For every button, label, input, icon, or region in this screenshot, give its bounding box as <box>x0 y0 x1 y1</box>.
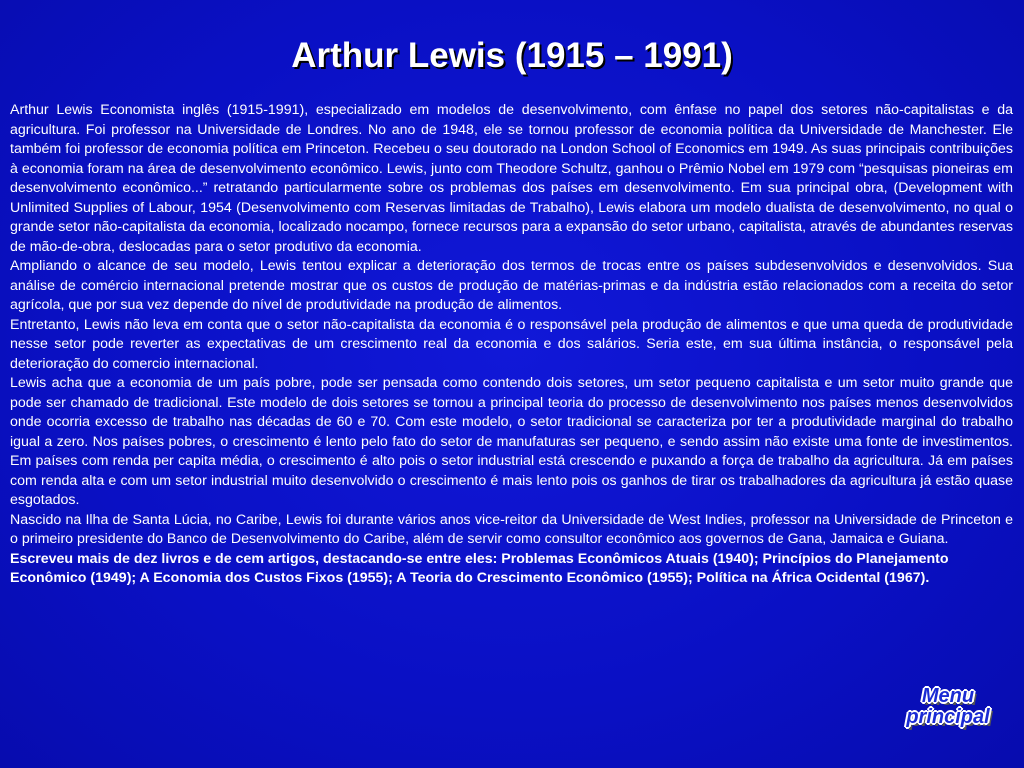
paragraph-dual-sector-model: Lewis acha que a economia de um país pobre, pode ser pensada como contendo dois setores, um setor pequeno capitalista e um setor muito grande que pode ser chamado de tradicional. Este modelo de dois setores se tornou a principal teoria do processo de desenvolvimento nos países menos desenvolvidos onde ocorria excesso de trabalho nas décadas de 60 e 70. Com este modelo, o setor tradicional se caracteriza por ter a produtividade marginal do trabalho igual a zero. Nos países pobres, o crescimento é lento pelo fato do setor de manufaturas ser pequeno, e sendo assim não existe uma fonte de investimentos. Em países com renda per capita média, o crescimento é alto pois o setor industrial está crescendo e puxando a força de trabalho da agricultura. Já em países com renda alta e com um setor industrial muito desenvolvido o crescimento é mais lento pois os ganhos de tirar os trabalhadores da agricultura já estão quase esgotados. <box>10 375 1013 508</box>
paragraph-biography: Arthur Lewis Economista inglês (1915-1991), especializado em modelos de desenvolvimento, com ênfase no papel dos setores não-capitalistas e da agricultura. Foi professor na Universidade de Londres. No ano de 1948, ele se tornou professor de economia política da Universidade de Manchester. Ele também foi professor de economia política em Princeton. Recebeu o seu doutorado na London School of Economics em 1949. As suas principais contribuições à economia foram na área de desenvolvimento econômico. Lewis, junto com Theodore Schultz, ganhou o Prêmio Nobel em 1979 com “pesquisas pioneiras em desenvolvimento econômico...” retratando particularmente sobre os problemas dos países em desenvolvimento. Em sua principal obra, (Development with Unlimited Supplies of Labour, 1954 (Desenvolvimento com Reservas limitadas de Trabalho), Lewis elabora um modelo dualista de desenvolvimento, no qual o grande setor não-capitalista da economia, localizado nocampo, fornece recursos para a expansão do setor urbano, capitalista, através de abundantes reservas de mão-de-obra, deslocadas para o setor produtivo da economia. <box>10 102 1013 255</box>
main-menu-button[interactable] <box>892 686 1004 728</box>
slide-title: Arthur Lewis (1915 – 1991) <box>291 36 733 75</box>
menu-button-line2: principal <box>906 706 990 728</box>
paragraph-critique: Entretanto, Lewis não leva em conta que o setor não-capitalista da economia é o responsável pela produção de alimentos e que uma queda de produtividade nesse setor pode reverter as expectativas de um crescimento real da economia e dos salários. Seria este, em sua última instância, o responsável pela deterioração do comercio internacional. <box>10 316 1013 372</box>
paragraph-trade-terms: Ampliando o alcance de seu modelo, Lewis tentou explicar a deterioração dos termos de trocas entre os países subdesenvolvidos e desenvolvidos. Sua análise de comércio internacional pretende mostrar que os custos de produção de matérias-primas e da indústria estão relacionados com a receita do setor agrícola, que por sua vez depende do nível de produtividade na produção de alimentos. <box>10 258 1013 313</box>
paragraph-publications: Escreveu mais de dez livros e de cem artigos, destacando-se entre eles: Problemas Econômicos Atuais (1940); Princípios do Planejamento Econômico (1949); A Economia dos Custos Fixos (1955); A Teoria do Crescimento Econômico (1955); Política na África Ocidental (1967). <box>10 550 949 586</box>
slide-body-text <box>10 101 1013 589</box>
paragraph-career: Nascido na Ilha de Santa Lúcia, no Caribe, Lewis foi durante vários anos vice-reitor da Universidade de West Indies, professor na Universidade de Princeton e o primeiro presidente do Banco de Desenvolvimento do Caribe, além de servir como consultor econômico aos governos de Gana, Jamaica e Guiana. <box>10 511 1013 547</box>
menu-button-line1: Menu <box>921 685 975 707</box>
